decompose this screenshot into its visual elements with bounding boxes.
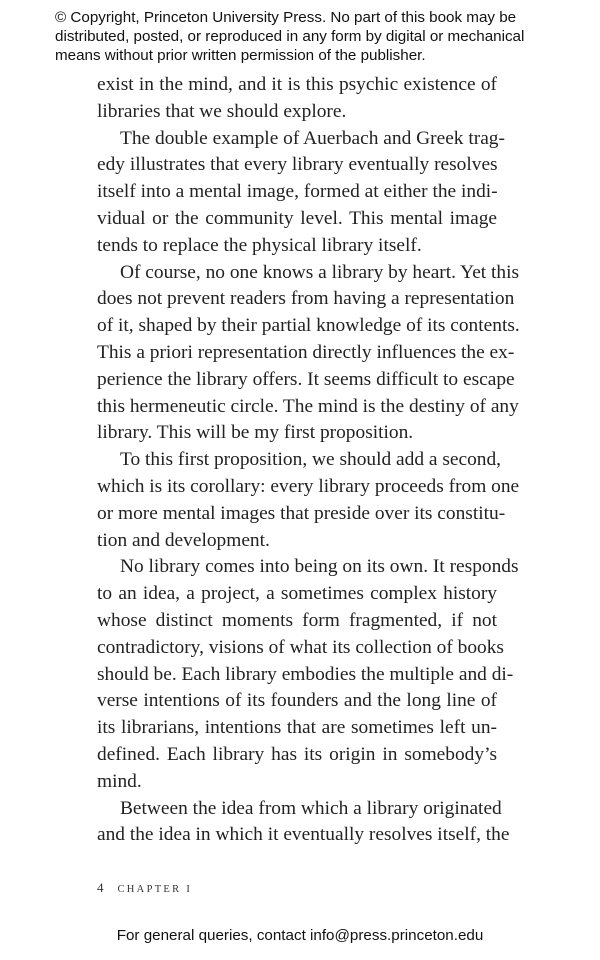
text-line: library. This will be my first proposition. — [97, 422, 414, 444]
text-line: and the idea in which it eventually resolves itself, the — [97, 824, 510, 846]
text-line: or more mental images that preside over its constitu- — [97, 502, 506, 524]
text-line: tends to replace the physical library itself. — [97, 234, 422, 256]
page-body-text — [97, 72, 520, 849]
copyright-line: distributed, posted, or reproduced in any form by digital or mechanical — [55, 28, 525, 45]
text-line: whose distinct moments form fragmented, if not — [97, 609, 497, 631]
copyright-line: © Copyright, Princeton University Press. No part of this book may be — [55, 9, 517, 26]
text-line: verse intentions of its founders and the long line of — [97, 690, 497, 712]
contact-footer: For general queries, contact info@press.princeton.edu — [116, 927, 484, 944]
running-head-chapter: CHAPTER I — [117, 884, 193, 895]
text-line: of it, shaped by their partial knowledge of its contents. — [97, 315, 520, 337]
copyright-line: means without prior written permission of the publisher. — [55, 47, 426, 64]
text-line: edy illustrates that every library eventually resolves — [97, 154, 498, 176]
text-line: should be. Each library embodies the multiple and di- — [97, 663, 514, 685]
text-line: its librarians, intentions that are sometimes left un- — [97, 717, 497, 739]
text-line: Between the idea from which a library originated — [120, 797, 502, 819]
text-line: tion and development. — [97, 529, 270, 551]
text-line: contradictory, visions of what its collection of books — [97, 636, 504, 658]
text-line: which is its corollary: every library proceeds from one — [97, 475, 520, 497]
text-line: To this first proposition, we should add a second, — [120, 449, 502, 471]
text-line: mind. — [97, 770, 142, 792]
text-line: vidual or the community level. This mental image — [97, 207, 497, 229]
text-line: No library comes into being on its own. It responds — [120, 556, 519, 578]
copyright-notice — [55, 8, 555, 65]
text-line: itself into a mental image, formed at either the indi- — [97, 181, 498, 203]
text-line: to an idea, a project, a sometimes complex history — [97, 583, 497, 605]
text-line: perience the library offers. It seems difficult to escape — [97, 368, 515, 390]
page-folio — [97, 880, 192, 896]
text-line: This a priori representation directly influences the ex- — [97, 341, 515, 363]
text-line: The double example of Auerbach and Greek trag- — [120, 127, 505, 149]
page-number: 4 — [97, 880, 104, 895]
text-line: this hermeneutic circle. The mind is the destiny of any — [97, 395, 519, 417]
text-line: libraries that we should explore. — [97, 100, 347, 122]
text-line: defined. Each library has its origin in somebody’s — [97, 743, 497, 765]
text-line: Of course, no one knows a library by heart. Yet this — [120, 261, 520, 283]
text-line: exist in the mind, and it is this psychic existence of — [97, 74, 497, 95]
text-line: does not prevent readers from having a representation — [97, 288, 515, 310]
